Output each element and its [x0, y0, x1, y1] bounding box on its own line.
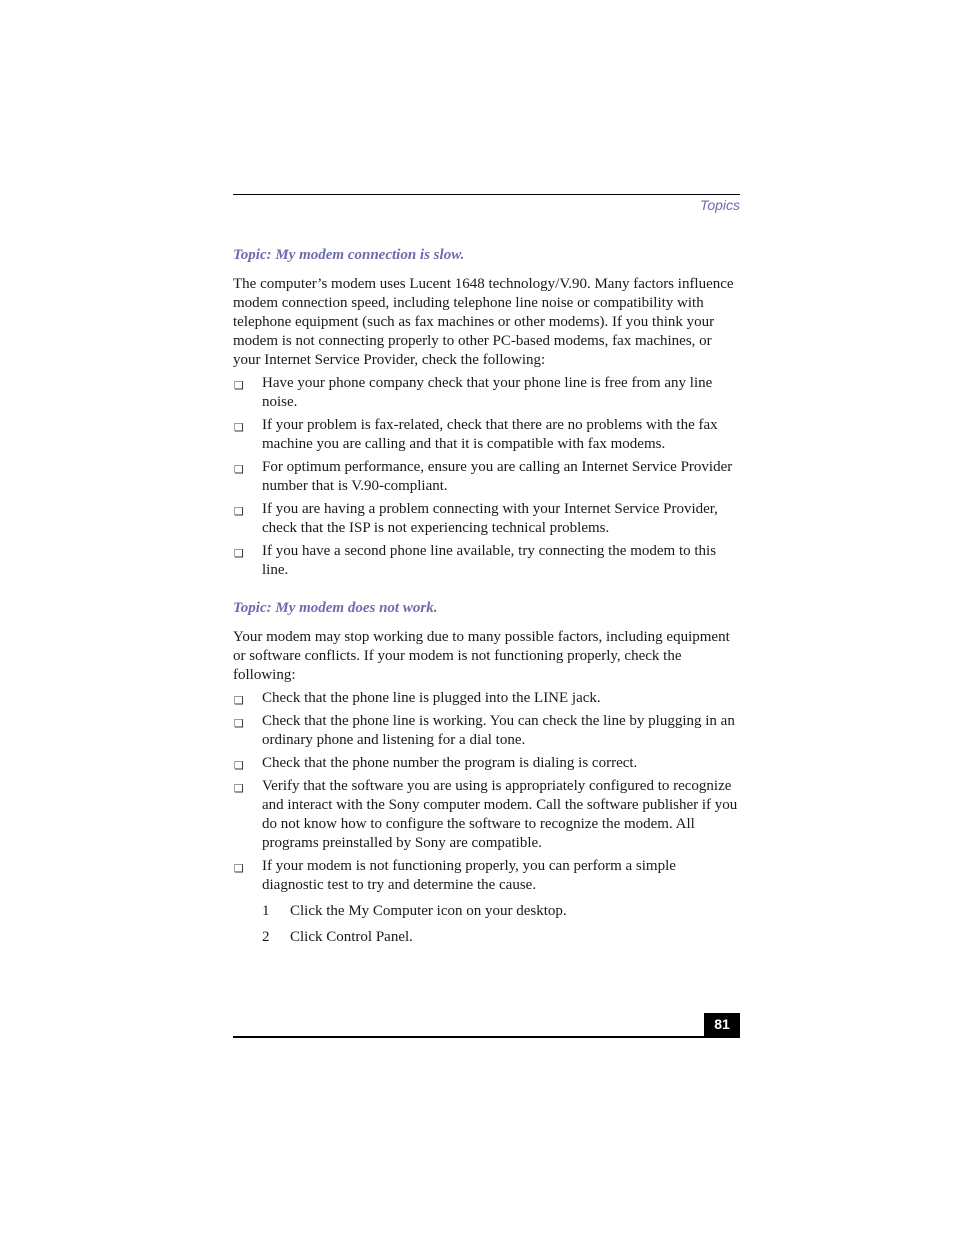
intro-paragraph: Your modem may stop working due to many possible factors, including equipment or software conflicts. If your modem is not functioning properly, check the following: [233, 629, 730, 683]
list-item-text: Check that the phone line is plugged into the LINE jack. [262, 690, 601, 706]
footer-rule [233, 1036, 740, 1038]
diagnostic-steps [233, 902, 740, 947]
list-item-text: If your modem is not functioning properly, you can perform a simple diagnostic test to try and determine the cause. [262, 858, 676, 893]
list-item-text: Check that the phone number the program is dialing is correct. [262, 755, 638, 771]
list-item [233, 458, 740, 496]
list-item-text: If your problem is fax-related, check that there are no problems with the fax machine you are calling and that it is compatible with fax modems. [262, 417, 718, 452]
list-item [233, 712, 740, 750]
step-item [233, 928, 740, 947]
checkbox-bullet-icon: ❑ [234, 759, 244, 772]
list-item-text: Have your phone company check that your phone line is free from any line noise. [262, 375, 713, 410]
checkbox-bullet-icon: ❑ [234, 782, 244, 795]
list-item-text: For optimum performance, ensure you are calling an Internet Service Provider number that is V.90-compliant. [262, 459, 733, 494]
list-item-text: If you have a second phone line available, try connecting the modem to this line. [262, 543, 717, 578]
step-item [233, 902, 740, 921]
list-item [233, 500, 740, 538]
checkbox-bullet-icon: ❑ [234, 862, 244, 875]
header-rule [233, 194, 740, 195]
list-item [233, 857, 740, 895]
list-item [233, 542, 740, 580]
step-number: 1 [262, 903, 270, 919]
checkbox-bullet-icon: ❑ [234, 421, 244, 434]
checkbox-bullet-icon: ❑ [234, 694, 244, 707]
checkbox-bullet-icon: ❑ [234, 505, 244, 518]
running-head[interactable]: Topics [700, 197, 740, 213]
checklist-modem-not-working [233, 689, 740, 895]
checkbox-bullet-icon: ❑ [234, 547, 244, 560]
list-item [233, 689, 740, 708]
step-text: Click the My Computer icon on your desktop. [290, 903, 567, 919]
list-item [233, 754, 740, 773]
list-item [233, 777, 740, 853]
page-content [233, 244, 740, 954]
checklist-slow-connection [233, 374, 740, 580]
intro-paragraph: The computer’s modem uses Lucent 1648 technology/V.90. Many factors influence modem connection speed, including telephone line noise or compatibility with telephone equipment (such as fax machines or other modems). If you think your modem is not connecting properly to other PC-based modems, fax machines, or your Internet Service Provider, check the following: [233, 276, 734, 368]
section-spacer [233, 584, 740, 597]
list-item [233, 374, 740, 412]
step-text: Click Control Panel. [290, 929, 413, 945]
checkbox-bullet-icon: ❑ [234, 463, 244, 476]
page-number: 81 [704, 1013, 740, 1037]
checkbox-bullet-icon: ❑ [234, 717, 244, 730]
list-item-text: Verify that the software you are using is appropriately configured to recognize and interact with the Sony computer modem. Call the software publisher if you do not know how to configure the software to recognize the modem. All programs preinstalled by Sony are compatible. [262, 778, 738, 851]
list-item-text: If you are having a problem connecting with your Internet Service Provider, check that the ISP is not experiencing technical problems. [262, 501, 718, 536]
list-item-text: Check that the phone line is working. You can check the line by plugging in an ordinary phone and listening for a dial tone. [262, 713, 735, 748]
step-number: 2 [262, 929, 270, 945]
list-item [233, 416, 740, 454]
topic-heading-modem-not-working: Topic: My modem does not work. [233, 600, 438, 616]
topic-heading-slow-connection: Topic: My modem connection is slow. [233, 247, 465, 263]
checkbox-bullet-icon: ❑ [234, 379, 244, 392]
